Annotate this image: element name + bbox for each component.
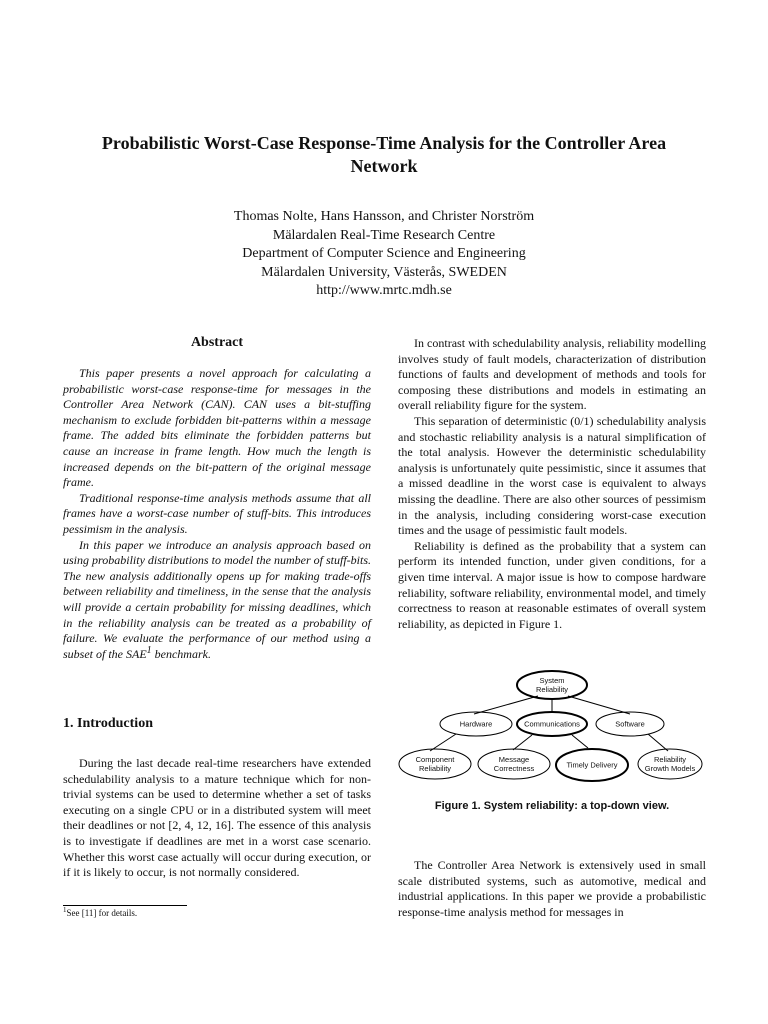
node-label-line: Reliability (653, 755, 687, 764)
footnote-marker[interactable]: 1 (146, 644, 152, 656)
introduction-paragraph: During the last decade real-time researchers have extended schedulability analysis to a mature technique which for non-trivial systems can be used to determine whether a set of tasks executing on a single CPU or in a distributed system will meet their deadlines or not [2, 4, 12, 16]. The essence of this analysis is to investigate if deadlines are met in a worst case scenario. Whether this worst case actually will occur during execution, or if it is likely to occur, is not normally considered. (63, 756, 371, 880)
affiliation-university: Mälardalen University, Västerås, SWEDEN (261, 264, 507, 280)
node-label-hardware: Hardware (459, 719, 493, 729)
body-paragraph: In contrast with schedulability analysis, reliability modelling involves study of fault models, characterization of distribution functions of faults and development of methods and tools for composing these distributions and models in estimating an overall reliability figure for the system. (398, 336, 706, 413)
node-label-line: Growth Models (644, 764, 696, 773)
node-label-reliability-growth (645, 755, 695, 773)
footnote-number: 1 (63, 906, 67, 914)
abstract-text-end: benchmark. (151, 646, 211, 661)
node-label-component-reliability (416, 755, 455, 773)
affiliation-url[interactable]: http://www.mrtc.mdh.se (316, 283, 452, 298)
right-column-lower (398, 858, 706, 920)
body-paragraph: Reliability is defined as the probability that a system can perform its intended function, under given conditions, for a given time interval. A major issue is how to compose hardware reliability, software reliability, environmental model, and timely correctness to reason at reasonable estimates of overall system reliability, as depicted in Figure 1. (398, 538, 706, 631)
abstract-heading: Abstract (190, 335, 244, 350)
abstract-paragraph: Traditional response-time analysis methods assume that all frames have a worst-case number of stuff-bits. This introduces pessimism in the analysis. (63, 490, 371, 536)
figure-caption: Figure 1. System reliability: a top-down view. (434, 800, 670, 812)
node-label-line: Message (498, 755, 530, 764)
node-label-line: Reliability (535, 685, 569, 694)
abstract-paragraph (63, 538, 371, 663)
introduction-body (63, 756, 371, 881)
footnote-divider (63, 905, 187, 906)
abstract-text: In this paper we introduce an analysis approach based on using probability distributions to model the number of stuff-bits. The new analysis additionally opens up for making trade-offs between reliability and timeliness, in the sense that the analysis will provide a certain probability for missing deadlines, which in the reliability analysis can be treated as a probability of failure. We evaluate the performance of our method using a subset of the SAE (63, 537, 371, 661)
node-label-message-correctness (494, 755, 534, 773)
node-label-line: System (539, 676, 565, 685)
paper-title: Probabilistic Worst-Case Response-Time Analysis for the Controller Area Network (101, 133, 667, 176)
node-label-system-reliability (536, 676, 568, 694)
node-label-timely-delivery: Timely Delivery (566, 760, 618, 770)
node-label-line: Correctness (493, 764, 535, 773)
node-label-line: Component (415, 755, 455, 764)
abstract-body (63, 366, 371, 662)
edge-root-software (568, 696, 630, 714)
node-label-communications: Communications (524, 719, 580, 729)
introduction-heading: 1. Introduction (63, 716, 153, 731)
footnote-text: See [11] for details. (66, 908, 138, 918)
edge-communications-message (513, 735, 532, 750)
node-label-software: Software (615, 719, 645, 729)
author-block (150, 208, 618, 301)
abstract-paragraph: This paper presents a novel approach for calculating a probabilistic worst-case response-time for messages in the Controller Area Network (CAN). CAN uses a bit-stuffing mechanism to exclude forbidden bit-patterns within a message frame. The added bits eliminate the forbidden patterns but cause an increase in frame length. How much the length is increased depends on the bit-pattern of the original message frame. (63, 366, 371, 490)
body-paragraph: This separation of deterministic (0/1) schedulability analysis and stochastic reliability analysis is a natural simplification of the total analysis. However the deterministic schedulability analysis is unfortunately quite pessimistic, since it assumes that a missed deadline in the worst case is equivalent to always missing the deadline. There are also other sources of pessimism in the analysis, including considering worst-case execution times and the usage of pessimistic fault models. (398, 413, 706, 538)
author-names: Thomas Nolte, Hans Hansson, and Christer Norström (233, 209, 535, 224)
edge-root-hardware (474, 696, 538, 714)
edge-hardware-component (430, 734, 456, 751)
affiliation-department: Department of Computer Science and Engineering (242, 246, 526, 261)
right-column-body (398, 336, 706, 632)
edge-communications-timely (572, 735, 588, 748)
edge-software-growth (648, 734, 668, 751)
node-label-line: Reliability (418, 764, 452, 773)
figure-1-diagram (398, 668, 706, 808)
affiliation-centre: Mälardalen Real-Time Research Centre (272, 227, 496, 243)
body-paragraph: The Controller Area Network is extensively used in small scale distributed systems, such as automotive, medical and industrial applications. In this paper we provide a probabilistic response-time analysis method for messages in (398, 858, 706, 919)
footnote (63, 908, 137, 919)
